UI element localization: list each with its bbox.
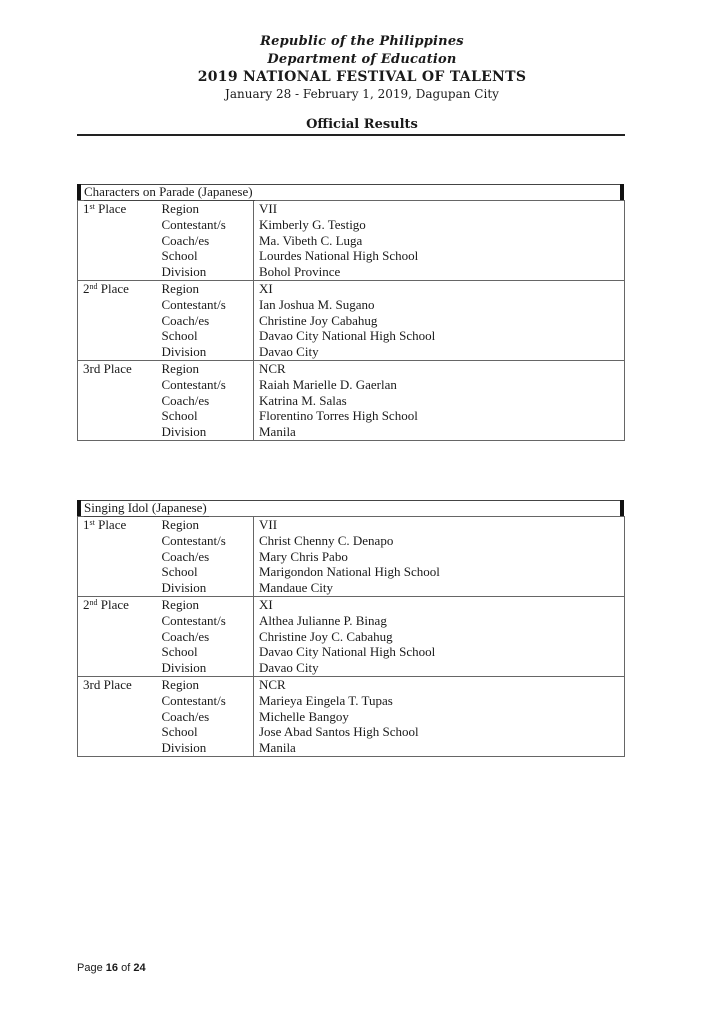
field-value: VII: [254, 517, 625, 533]
field-value: Christine Joy Cabahug: [254, 313, 625, 329]
place-cell: [78, 360, 157, 376]
place-cell: [78, 280, 157, 296]
field-label: School: [161, 248, 198, 264]
field-value: Jose Abad Santos High School: [254, 724, 625, 740]
place-suffix: nd: [89, 281, 98, 291]
field-label: School: [161, 328, 198, 344]
place-cell: [78, 201, 157, 217]
place-cell: [78, 693, 157, 709]
table-row: [78, 644, 625, 660]
field-value: Christine Joy C. Cabahug: [254, 629, 625, 645]
table-row: [78, 613, 625, 629]
of-word: of: [121, 962, 131, 974]
field-value: Michelle Bangoy: [254, 709, 625, 725]
place-cell: [78, 233, 157, 249]
table-row: [78, 629, 625, 645]
results-table: [77, 200, 625, 441]
field-label: Contestant/s: [161, 296, 226, 312]
table-row: [78, 596, 625, 612]
section-title: Singing Idol (Japanese): [84, 500, 207, 515]
place-cell: [78, 248, 157, 264]
current-page: 16: [105, 962, 119, 974]
table-row: [78, 580, 625, 596]
field-label: Division: [161, 264, 207, 280]
table-row: [78, 424, 625, 440]
field-value: Christ Chenny C. Denapo: [254, 533, 625, 549]
field-value: Lourdes National High School: [254, 248, 625, 264]
place-cell: [78, 297, 157, 313]
table-row: [78, 724, 625, 740]
field-value: NCR: [254, 360, 625, 376]
section-characters-on-parade: [77, 184, 624, 441]
field-value: Davao City National High School: [254, 328, 625, 344]
field-label: Division: [161, 580, 207, 596]
place-cell: [78, 564, 157, 580]
place-word: Place: [103, 360, 132, 376]
table-row: [78, 344, 625, 360]
place-cell: [78, 533, 157, 549]
field-value: Raiah Marielle D. Gaerlan: [254, 377, 625, 393]
table-row: [78, 233, 625, 249]
place-cell: [78, 344, 157, 360]
field-label: Region: [157, 676, 254, 692]
field-label: Coach/es: [161, 708, 210, 724]
field-value: Mary Chris Pabo: [254, 549, 625, 565]
field-label: Contestant/s: [161, 376, 226, 392]
table-row: [78, 549, 625, 565]
field-label: Region: [157, 280, 254, 296]
table-row: [78, 201, 625, 217]
field-value: Marieya Eingela T. Tupas: [254, 693, 625, 709]
field-label: Coach/es: [161, 232, 210, 248]
place-number: 3rd: [83, 676, 101, 692]
field-label: Contestant/s: [161, 612, 226, 628]
table-row: [78, 248, 625, 264]
table-row: [78, 740, 625, 756]
table-row: [78, 328, 625, 344]
field-value: Davao City: [254, 660, 625, 676]
place-cell: [78, 676, 157, 692]
field-value: Katrina M. Salas: [254, 393, 625, 409]
field-value: Kimberly G. Testigo: [254, 217, 625, 233]
field-value: Ian Joshua M. Sugano: [254, 297, 625, 313]
place-word: Place: [98, 517, 127, 532]
place-word: Place: [100, 280, 129, 296]
field-value: Mandaue City: [254, 580, 625, 596]
place-cell: [78, 408, 157, 424]
place-cell: [78, 596, 157, 612]
field-value: Manila: [254, 424, 625, 440]
place-cell: [78, 424, 157, 440]
place-cell: [78, 629, 157, 645]
header-divider: [77, 134, 625, 136]
table-row: [78, 377, 625, 393]
table-row: [78, 393, 625, 409]
table-row: [78, 660, 625, 676]
place-cell: [78, 660, 157, 676]
field-value: Manila: [254, 740, 625, 756]
section-title-bar: [77, 500, 624, 516]
field-label: Contestant/s: [161, 692, 226, 708]
table-row: [78, 264, 625, 280]
table-row: [78, 313, 625, 329]
place-number: 1: [83, 201, 90, 216]
field-label: Coach/es: [161, 312, 210, 328]
event-title: 2019 NATIONAL FESTIVAL OF TALENTS: [197, 69, 527, 85]
place-cell: [78, 393, 157, 409]
place-number: 1: [83, 517, 90, 532]
place-number: 3rd: [83, 360, 101, 376]
place-cell: [78, 580, 157, 596]
place-cell: [78, 740, 157, 756]
republic-heading: Republic of the Philippines: [260, 34, 464, 49]
field-label: Coach/es: [161, 628, 210, 644]
table-row: [78, 280, 625, 296]
field-label: Region: [157, 517, 254, 533]
place-cell: [78, 724, 157, 740]
table-row: [78, 360, 625, 376]
results-table: [77, 516, 625, 757]
place-suffix: nd: [89, 597, 98, 607]
place-cell: [78, 377, 157, 393]
field-value: Bohol Province: [254, 264, 625, 280]
place-word: Place: [100, 596, 129, 612]
section-title: Characters on Parade (Japanese): [84, 184, 253, 199]
field-label: School: [161, 644, 198, 660]
field-label: Region: [157, 360, 254, 376]
field-label: Contestant/s: [161, 216, 226, 232]
page-footer: [77, 962, 146, 974]
table-row: [78, 517, 625, 533]
place-word: Place: [103, 676, 132, 692]
field-label: Contestant/s: [161, 532, 226, 548]
field-value: XI: [254, 596, 625, 612]
place-cell: [78, 644, 157, 660]
place-suffix: st: [89, 202, 95, 211]
place-cell: [78, 328, 157, 344]
section-title-bar: [77, 184, 624, 200]
field-value: Florentino Torres High School: [254, 408, 625, 424]
field-value: Davao City National High School: [254, 644, 625, 660]
field-value: Ma. Vibeth C. Luga: [254, 233, 625, 249]
page-word: Page: [77, 962, 103, 974]
field-label: Division: [157, 740, 254, 756]
field-value: NCR: [254, 676, 625, 692]
place-suffix: st: [89, 518, 95, 527]
field-label: Division: [157, 424, 254, 440]
table-row: [78, 217, 625, 233]
table-row: [78, 676, 625, 692]
results-title: Official Results: [306, 117, 418, 132]
field-label: Division: [161, 660, 207, 676]
place-cell: [78, 264, 157, 280]
field-label: School: [161, 564, 198, 580]
place-cell: [78, 709, 157, 725]
field-label: Coach/es: [161, 392, 210, 408]
place-cell: [78, 517, 157, 533]
table-row: [78, 709, 625, 725]
section-singing-idol: [77, 500, 624, 757]
field-label: Coach/es: [161, 548, 210, 564]
table-row: [78, 533, 625, 549]
place-cell: [78, 613, 157, 629]
field-label: School: [161, 408, 198, 424]
total-pages: 24: [133, 962, 146, 974]
table-row: [78, 408, 625, 424]
table-row: [78, 693, 625, 709]
field-label: Region: [157, 596, 254, 612]
field-value: Marigondon National High School: [254, 564, 625, 580]
place-cell: [78, 549, 157, 565]
field-label: Division: [161, 344, 207, 360]
field-value: XI: [254, 280, 625, 296]
place-number: 2: [83, 596, 90, 612]
table-row: [78, 564, 625, 580]
field-value: Davao City: [254, 344, 625, 360]
event-date-venue: January 28 - February 1, 2019, Dagupan City: [225, 87, 499, 101]
place-cell: [78, 313, 157, 329]
field-value: VII: [254, 201, 625, 217]
table-row: [78, 297, 625, 313]
place-number: 2: [83, 280, 90, 296]
department-heading: Department of Education: [267, 52, 457, 67]
field-value: Althea Julianne P. Binag: [254, 613, 625, 629]
field-label: Region: [157, 201, 254, 217]
place-cell: [78, 217, 157, 233]
place-word: Place: [98, 201, 127, 216]
field-label: School: [161, 724, 198, 740]
